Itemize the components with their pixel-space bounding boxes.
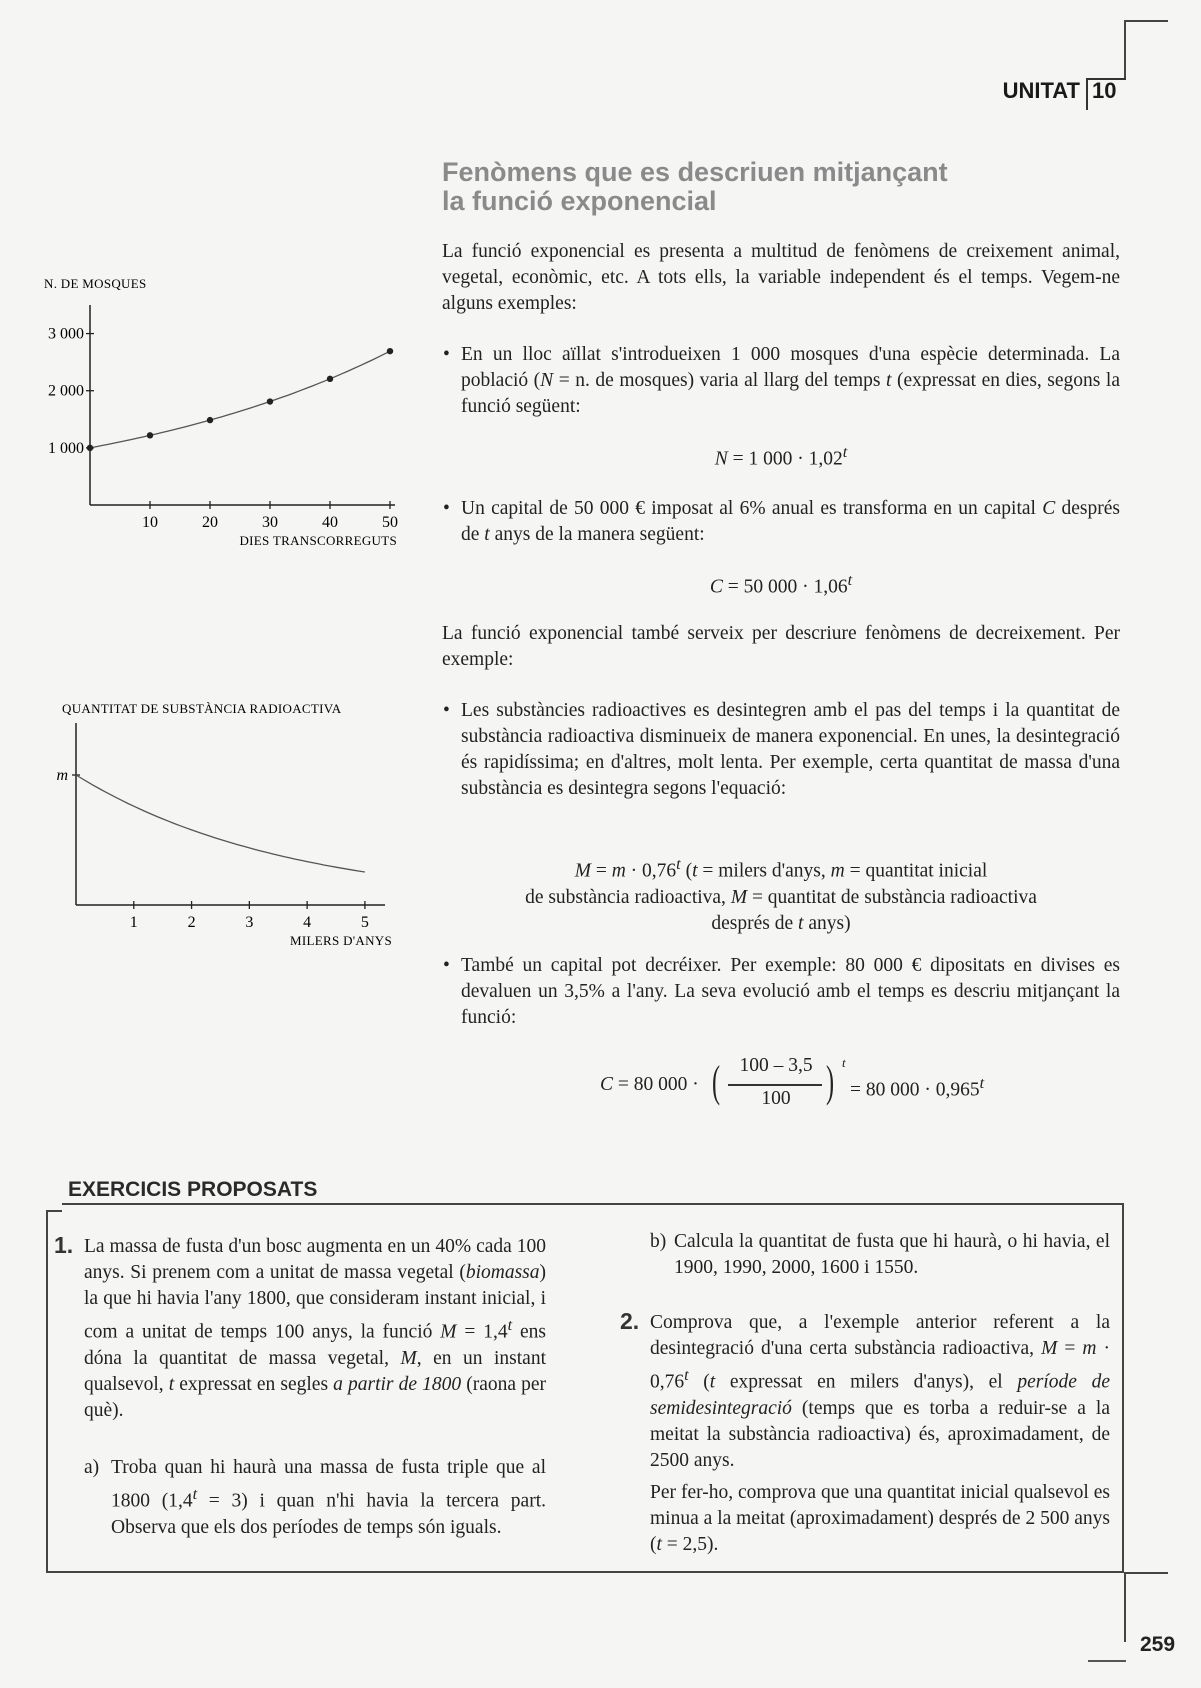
fraction-bar [728,1084,822,1086]
ex2-a: Comprova que, a l'exemple anterior referent a la desintegració d'una certa substància radioactiva, [650,1312,1110,1359]
f1-m: m [611,860,626,882]
ex1-m2: M [400,1347,417,1369]
radioactive-chart-ytick-label: m [56,767,68,784]
exercise-2-number: 2. [620,1308,640,1334]
ex1-t: t [168,1373,175,1395]
formula-radioactive-line1 [442,851,1120,885]
formula-devaluation-lhs [600,1074,699,1096]
exercises-box-right [1122,1203,1124,1573]
formula-devaluation-rhs-exp: t [979,1074,985,1092]
paren-close: ) [826,1057,835,1106]
var-t: t [886,370,892,391]
f1-t-def: = milers d'anys, [697,860,831,882]
radioactive-chart-xtick-label: 1 [129,914,138,931]
radioactive-chart-ylabel: QUANTITAT DE SUBSTÀNCIA RADIOACTIVA [62,701,342,716]
ex2-exp: t [684,1366,689,1384]
f2-b: = quantitat de substància radioactiva [747,886,1037,908]
formula-capital [442,571,1120,599]
fraction-numerator: 100 – 3,5 [739,1055,813,1076]
ex2-p2-t: t [656,1534,662,1555]
f1-base: · 0,76 [625,860,677,882]
var-c: C [1042,498,1056,519]
exercise-1b-text: Calcula la quantitat de fusta que hi haurà, o hi havia, el 1900, 1990, 2000, 1600 i 1550. [674,1231,1110,1278]
exercise-1-text [84,1234,546,1424]
ex1-m: M [440,1321,457,1343]
flies-chart-point [207,417,213,423]
flies-chart-point [87,445,93,451]
f1-t: t [692,860,698,882]
ex2-eq: = [1057,1338,1083,1359]
ex1-d: ens dóna la quantitat de massa vegetal, [84,1321,546,1369]
bullet-flies-text-a: En un lloc aïllat s'introdueixen 1 000 mosques d'una espècie determinada. La població ( [461,344,1120,391]
bullet-devaluation: • També un capital pot decréixer. Per exemple: 80 000 € dipositats en divises es devaluen un 3,5% a l'any. La seva evolució amb el temps es descriu mitjançant la funció: [461,953,1120,1031]
formula-flies-rhs: = 1 000 · 1,02 [727,448,843,470]
exercises-title: EXERCICIS PROPOSATS [68,1178,318,1201]
ex1-f: expressat en segles [174,1373,334,1395]
var-n: N [540,370,554,391]
ex1-biomassa: biomassa [465,1262,540,1283]
flies-chart-ytick-label: 3 000 [48,325,84,343]
section-title [442,158,1002,216]
f3-t: t [798,912,804,934]
ex1-b: ) la que hi havia l'any 1800, que consideram instant inicial, i com a unitat de temps 100 anys, la funció [84,1262,546,1343]
ex2-b: · 0,76 [650,1338,1110,1393]
formula-flies-exp: t [842,443,848,461]
bullet-flies [461,342,1120,420]
ex1-g: (raona per què). [84,1373,547,1421]
formula-flies [442,443,1120,471]
formula-radioactive-line2 [442,885,1120,911]
unit-separator [1086,78,1088,110]
unit-number: 10 [1092,78,1117,103]
ex1-apartir: a partir de 1800 [333,1373,462,1395]
bullet-radioactive: • Les substàncies radioactives es desintegren amb el pas del temps i la quantitat de substància radioactiva disminueix de manera exponencial. En unes, la desintegració és rapidíssima; en d'altres, molt lenta. Per exemple, certa quantitat de massa d'una substància es desintegra segons l'equació: [461,698,1120,802]
ex1-c: = 1,4 [456,1321,508,1343]
header-corner-line [1124,20,1126,80]
formula-devaluation [592,1055,1012,1117]
formula-capital-rhs: = 50 000 · 1,06 [722,576,848,598]
formula-devaluation-lhs-text: = 80 000 · [613,1074,699,1095]
bullet-capital-text-a: Un capital de 50 000 € imposat al 6% anual es transforma en un capital [461,498,1043,519]
exercise-1a-text [111,1455,546,1541]
formula-devaluation-c: C [600,1074,614,1095]
ex1-exp: t [507,1316,513,1334]
f2-a: de substància radioactiva, [525,886,731,908]
radioactive-chart-xtick-label: 3 [245,914,254,931]
exercises-box-corner [46,1210,62,1212]
flies-chart-ylabel: N. DE MOSQUES [44,276,147,291]
f1-open: ( [680,860,693,882]
section-title-line1: Fenòmens que es descriuen mitjançant [442,157,948,187]
formula-devaluation-rhs-text: = 80 000 · 0,965 [850,1079,980,1101]
ex1a-1: Troba quan hi haurà una massa de fusta triple que al 1800 (1,4 [111,1457,546,1512]
bullet-capital-text-c: anys de la manera següent: [489,524,705,545]
section-title-line2: la funció exponencial [442,186,717,216]
radioactive-chart-xtick-label: 5 [360,914,369,931]
formula-flies-lhs: N [714,448,728,470]
flies-chart-ytick-label: 2 000 [48,382,84,400]
bullet-flies-text-b: = n. de mosques) varia al llarg del temps [553,370,887,391]
decrease-intro-paragraph: La funció exponencial també serveix per descriure fenòmens de decreixement. Per exemple: [442,623,1120,670]
radioactive-chart-curve [76,775,365,872]
flies-chart-curve [90,351,390,448]
formula-radioactive-line3 [442,911,1120,937]
f1-m2: m [830,860,845,882]
formula-capital-lhs: C [709,576,723,598]
ex2-m: m [1082,1338,1097,1359]
f1-exp: t [676,855,681,873]
ex1-a: La massa de fusta d'un bosc augmenta en un 40% cada 100 anys. Si prenem com a unitat de massa vegetal ( [84,1236,546,1283]
ex2-periode: període de semidesintegració [650,1371,1110,1419]
flies-chart [30,265,410,555]
flies-chart-xtick-label: 20 [202,514,218,531]
f1-eq: = [590,860,612,882]
radioactive-chart-xlabel: MILERS D'ANYS [290,933,392,948]
ex1a-exp: t [192,1485,198,1503]
ex2-p2-b: = 2,5). [661,1534,719,1555]
unit-label: UNITAT [1002,78,1080,103]
fraction-denominator: 100 [761,1088,791,1109]
flies-chart-xtick-label: 10 [142,514,158,531]
footer-corner-line-horizontal [1124,1572,1168,1574]
ex2-d: expressat en milers d'anys), el [715,1371,1018,1393]
footer-rule [1088,1660,1126,1662]
ex1a-2: = 3) i quan n'hi havia la tercera part. Observa que els dos períodes de temps són iguals. [111,1490,546,1538]
flies-chart-point [267,398,273,404]
ex2-m-upper: M [1041,1338,1058,1359]
header-corner-line-horizontal [1124,20,1168,22]
f3-a: després de [711,912,799,934]
ex1-e: , en un instant qualsevol, [84,1347,547,1395]
radioactive-chart-xtick-label: 2 [187,914,196,931]
exercises-box-bottom [46,1571,1124,1573]
ex2-p2-a: Per fer-ho, comprova que una quantitat inicial qualsevol es minua a la meitat (aproximadament) després de 2 500 anys ( [650,1482,1110,1555]
ex2-c: ( [688,1371,710,1393]
f1-m-def: = quantitat inicial [844,860,988,882]
paren-open: ( [712,1057,721,1106]
bullet-capital [461,496,1120,548]
bullet-capital-text-b: després de [461,498,1120,545]
bullet-flies-text-c: (expressat en dies, segons la funció següent: [461,370,1120,417]
formula-capital-exp: t [847,571,853,589]
footer-corner-line [1124,1572,1126,1642]
f2-m: M [730,886,748,908]
exercise-1-number: 1. [54,1232,74,1258]
ex2-t: t [709,1371,716,1393]
exercise-2-text [650,1310,1110,1474]
exercise-1b-label: b) [650,1231,667,1252]
flies-chart-point [147,432,153,438]
formula-devaluation-rhs [850,1074,984,1102]
formula-radioactive [442,851,1120,937]
flies-chart-xtick-label: 50 [382,514,398,531]
radioactive-chart [30,695,410,955]
intro-paragraph: La funció exponencial es presenta a multitud de fenòmens de creixement animal, vegetal, econòmic, etc. A tots ells, la variable independent és el temps. Vegem-ne alguns exemples: [442,241,1120,314]
radioactive-chart-xtick-label: 4 [303,914,312,931]
exercise-2-paragraph-2 [650,1480,1110,1558]
f1-m-upper: M [574,860,591,882]
flies-chart-xlabel: DIES TRANSCORREGUTS [239,533,397,548]
exercises-box-left [46,1210,48,1573]
flies-chart-point [387,348,393,354]
ex2-e: (temps que es torba a reduir-se a la meitat la substància radioactiva) és, aproximadament, de 2500 anys. [650,1397,1110,1471]
flies-chart-ytick-label: 1 000 [48,439,84,457]
flies-chart-xtick-label: 40 [322,514,338,531]
exercise-1a-label: a) [84,1457,100,1478]
fraction-exp: t [842,1055,846,1070]
flies-chart-point [327,376,333,382]
page-number: 259 [1140,1633,1176,1656]
f3-b: anys) [803,912,851,934]
flies-chart-xtick-label: 30 [262,514,278,531]
exercises-title-rule [62,1203,1124,1205]
flies-chart-y-ticks [48,326,94,457]
var-t: t [484,524,490,545]
flies-chart-points [87,348,393,451]
